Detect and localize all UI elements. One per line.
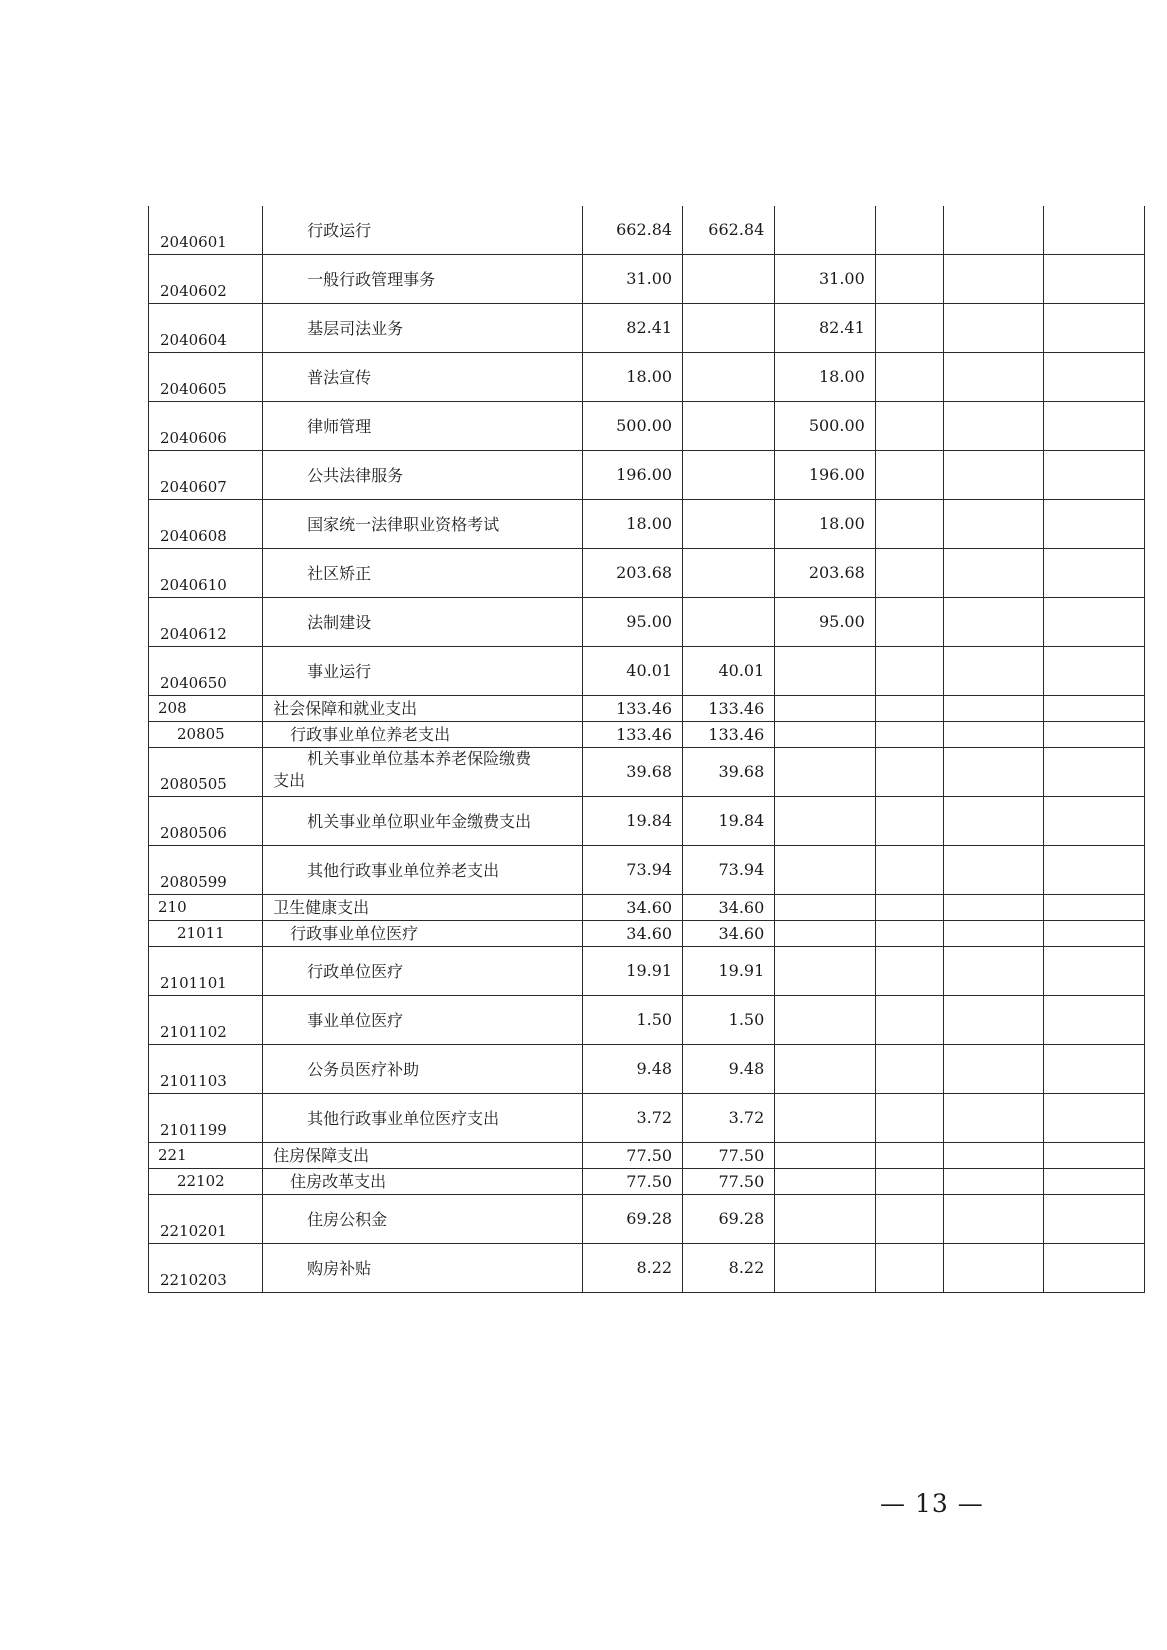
cell-total: 9.48: [582, 1045, 683, 1094]
cell-code: [149, 255, 263, 304]
cell-project: 18.00: [775, 500, 876, 549]
cell-total: 19.84: [582, 797, 683, 846]
subject-code: 2040610: [160, 576, 227, 594]
subject-code: 2040612: [160, 625, 227, 643]
subject-code: 2210203: [160, 1271, 227, 1289]
table-row: [149, 1094, 1145, 1143]
cell-project: [775, 1045, 876, 1094]
cell-basic: 662.84: [683, 206, 775, 255]
cell-total: 133.46: [582, 696, 683, 722]
cell-empty: [1044, 748, 1145, 797]
cell-project: [775, 1143, 876, 1169]
table-row: [149, 1195, 1145, 1244]
cell-name: [263, 353, 582, 402]
cell-empty: [943, 1169, 1044, 1195]
cell-project: [775, 947, 876, 996]
subject-code: 2101199: [160, 1121, 227, 1139]
cell-project: [775, 846, 876, 895]
cell-empty: [1044, 696, 1145, 722]
table-row: [149, 696, 1145, 722]
cell-empty: [943, 996, 1044, 1045]
subject-code: 210: [158, 898, 187, 916]
table-row: [149, 500, 1145, 549]
cell-basic: 9.48: [683, 1045, 775, 1094]
cell-name: [263, 1143, 582, 1169]
cell-basic: 39.68: [683, 748, 775, 797]
subject-name: 事业运行: [307, 662, 372, 681]
cell-empty: [875, 1195, 943, 1244]
cell-name: [263, 255, 582, 304]
cell-total: 34.60: [582, 895, 683, 921]
cell-empty: [1044, 996, 1145, 1045]
cell-empty: [875, 895, 943, 921]
subject-code: 20805: [177, 725, 225, 743]
cell-total: 39.68: [582, 748, 683, 797]
cell-empty: [943, 722, 1044, 748]
cell-name: [263, 1244, 582, 1293]
cell-empty: [943, 748, 1044, 797]
subject-name: 卫生健康支出: [273, 898, 370, 917]
cell-code: [149, 921, 263, 947]
cell-name: [263, 996, 582, 1045]
cell-empty: [875, 1169, 943, 1195]
cell-total: 77.50: [582, 1143, 683, 1169]
cell-empty: [1044, 1045, 1145, 1094]
cell-code: [149, 846, 263, 895]
cell-code: [149, 402, 263, 451]
cell-name: [263, 1094, 582, 1143]
subject-code: 2080506: [160, 824, 227, 842]
cell-empty: [1044, 1195, 1145, 1244]
cell-total: 8.22: [582, 1244, 683, 1293]
cell-total: 34.60: [582, 921, 683, 947]
cell-code: [149, 647, 263, 696]
cell-name: [263, 598, 582, 647]
table-row: [149, 353, 1145, 402]
subject-name: 行政事业单位养老支出: [290, 725, 451, 744]
subject-name: 行政单位医疗: [307, 962, 404, 981]
cell-project: [775, 1094, 876, 1143]
cell-empty: [875, 402, 943, 451]
cell-empty: [875, 255, 943, 304]
cell-empty: [875, 996, 943, 1045]
cell-name: [263, 304, 582, 353]
cell-name: [263, 1169, 582, 1195]
cell-empty: [1044, 402, 1145, 451]
cell-basic: 1.50: [683, 996, 775, 1045]
cell-empty: [875, 304, 943, 353]
cell-name: [263, 549, 582, 598]
cell-basic: [683, 500, 775, 549]
cell-empty: [875, 500, 943, 549]
cell-empty: [1044, 598, 1145, 647]
cell-code: [149, 996, 263, 1045]
cell-empty: [943, 206, 1044, 255]
cell-name: [263, 402, 582, 451]
subject-code: 2101101: [160, 974, 227, 992]
subject-code: 2210201: [160, 1222, 227, 1240]
cell-code: [149, 722, 263, 748]
cell-basic: 34.60: [683, 921, 775, 947]
subject-name-line1: 机关事业单位基本养老保险缴费: [307, 749, 532, 768]
cell-basic: 34.60: [683, 895, 775, 921]
cell-empty: [943, 921, 1044, 947]
table-row: [149, 304, 1145, 353]
subject-name: 其他行政事业单位医疗支出: [307, 1109, 500, 1128]
cell-name: [263, 696, 582, 722]
cell-empty: [875, 696, 943, 722]
cell-code: [149, 748, 263, 797]
subject-name: 普法宣传: [307, 368, 372, 387]
table-row: [149, 722, 1145, 748]
table-row: [149, 846, 1145, 895]
cell-project: [775, 206, 876, 255]
cell-empty: [875, 1143, 943, 1169]
cell-empty: [943, 797, 1044, 846]
subject-code: 2080505: [160, 775, 227, 793]
cell-empty: [1044, 549, 1145, 598]
cell-code: [149, 549, 263, 598]
table-row: [149, 921, 1145, 947]
cell-empty: [875, 549, 943, 598]
cell-project: 196.00: [775, 451, 876, 500]
subject-name: 法制建设: [307, 613, 372, 632]
cell-empty: [1044, 206, 1145, 255]
cell-empty: [1044, 1143, 1145, 1169]
cell-empty: [1044, 304, 1145, 353]
cell-empty: [875, 722, 943, 748]
table-row: [149, 996, 1145, 1045]
cell-total: 203.68: [582, 549, 683, 598]
cell-empty: [1044, 846, 1145, 895]
cell-empty: [875, 1244, 943, 1293]
cell-empty: [1044, 500, 1145, 549]
subject-code: 2080599: [160, 873, 227, 891]
cell-empty: [943, 304, 1044, 353]
cell-empty: [943, 500, 1044, 549]
table-row: [149, 1244, 1145, 1293]
cell-code: [149, 895, 263, 921]
subject-name: 事业单位医疗: [307, 1011, 404, 1030]
cell-project: 82.41: [775, 304, 876, 353]
cell-total: 82.41: [582, 304, 683, 353]
subject-code: 2040608: [160, 527, 227, 545]
cell-code: [149, 947, 263, 996]
cell-name: [263, 647, 582, 696]
cell-basic: [683, 255, 775, 304]
cell-empty: [875, 921, 943, 947]
subject-name: 机关事业单位职业年金缴费支出: [307, 812, 532, 831]
subject-code: 2040650: [160, 674, 227, 692]
table-row: [149, 1045, 1145, 1094]
cell-name: [263, 500, 582, 549]
cell-empty: [875, 1045, 943, 1094]
subject-code: 2040607: [160, 478, 227, 496]
table-row: [149, 647, 1145, 696]
cell-code: [149, 451, 263, 500]
cell-project: [775, 996, 876, 1045]
cell-basic: 133.46: [683, 696, 775, 722]
cell-total: 95.00: [582, 598, 683, 647]
subject-code: 2101103: [160, 1072, 227, 1090]
subject-code: 22102: [177, 1172, 225, 1190]
cell-empty: [943, 846, 1044, 895]
table-row: [149, 598, 1145, 647]
table-row: [149, 402, 1145, 451]
cell-name: [263, 451, 582, 500]
cell-project: [775, 1195, 876, 1244]
table-row: [149, 206, 1145, 255]
cell-code: [149, 1094, 263, 1143]
cell-empty: [875, 206, 943, 255]
cell-project: [775, 921, 876, 947]
cell-empty: [943, 1094, 1044, 1143]
subject-code: 221: [158, 1146, 187, 1164]
subject-name: 行政事业单位医疗: [290, 924, 419, 943]
cell-code: [149, 797, 263, 846]
table-row: [149, 451, 1145, 500]
subject-code: 2040605: [160, 380, 227, 398]
cell-empty: [875, 598, 943, 647]
cell-empty: [1044, 921, 1145, 947]
cell-empty: [943, 895, 1044, 921]
cell-basic: 8.22: [683, 1244, 775, 1293]
subject-name: 住房保障支出: [273, 1146, 370, 1165]
cell-code: [149, 1143, 263, 1169]
cell-basic: [683, 304, 775, 353]
table-body: [149, 206, 1145, 1293]
cell-project: 203.68: [775, 549, 876, 598]
cell-basic: [683, 598, 775, 647]
cell-empty: [1044, 797, 1145, 846]
page-number: — 13 —: [880, 1489, 984, 1518]
cell-empty: [1044, 1169, 1145, 1195]
cell-empty: [875, 353, 943, 402]
cell-basic: [683, 402, 775, 451]
cell-empty: [943, 947, 1044, 996]
subject-name: 公共法律服务: [307, 466, 404, 485]
cell-empty: [943, 255, 1044, 304]
cell-empty: [943, 402, 1044, 451]
cell-name: [263, 895, 582, 921]
cell-total: 18.00: [582, 500, 683, 549]
subject-name: 其他行政事业单位养老支出: [307, 861, 500, 880]
cell-code: [149, 598, 263, 647]
subject-code: 2040602: [160, 282, 227, 300]
cell-name: [263, 846, 582, 895]
subject-code: 2040601: [160, 233, 227, 251]
cell-empty: [943, 647, 1044, 696]
table-row: [149, 1143, 1145, 1169]
cell-basic: 73.94: [683, 846, 775, 895]
cell-empty: [1044, 353, 1145, 402]
cell-total: 18.00: [582, 353, 683, 402]
cell-empty: [943, 1045, 1044, 1094]
cell-basic: 19.91: [683, 947, 775, 996]
subject-name: 住房公积金: [307, 1210, 388, 1229]
cell-total: 69.28: [582, 1195, 683, 1244]
cell-basic: [683, 549, 775, 598]
cell-empty: [1044, 722, 1145, 748]
cell-basic: 69.28: [683, 1195, 775, 1244]
subject-name: 社会保障和就业支出: [273, 699, 418, 718]
budget-table: [148, 206, 1145, 1293]
cell-code: [149, 696, 263, 722]
cell-empty: [875, 947, 943, 996]
cell-basic: 40.01: [683, 647, 775, 696]
cell-empty: [943, 598, 1044, 647]
cell-project: [775, 647, 876, 696]
cell-empty: [943, 1195, 1044, 1244]
cell-name: [263, 947, 582, 996]
cell-name: [263, 797, 582, 846]
cell-total: 77.50: [582, 1169, 683, 1195]
cell-empty: [943, 353, 1044, 402]
cell-basic: 19.84: [683, 797, 775, 846]
cell-total: 133.46: [582, 722, 683, 748]
cell-project: 31.00: [775, 255, 876, 304]
cell-project: 500.00: [775, 402, 876, 451]
subject-name: 律师管理: [307, 417, 372, 436]
cell-empty: [943, 696, 1044, 722]
subject-name: 行政运行: [307, 221, 372, 240]
subject-code: 2040606: [160, 429, 227, 447]
cell-empty: [1044, 1094, 1145, 1143]
cell-code: [149, 206, 263, 255]
cell-project: [775, 797, 876, 846]
cell-empty: [875, 846, 943, 895]
cell-code: [149, 1169, 263, 1195]
cell-empty: [943, 549, 1044, 598]
subject-code: 2040604: [160, 331, 227, 349]
cell-basic: [683, 451, 775, 500]
cell-empty: [1044, 1244, 1145, 1293]
cell-project: [775, 748, 876, 797]
cell-basic: 77.50: [683, 1143, 775, 1169]
subject-name: 国家统一法律职业资格考试: [307, 515, 500, 534]
subject-name: 社区矫正: [307, 564, 372, 583]
cell-empty: [1044, 647, 1145, 696]
cell-total: 19.91: [582, 947, 683, 996]
cell-empty: [875, 748, 943, 797]
subject-code: 21011: [177, 924, 225, 942]
subject-name: 基层司法业务: [307, 319, 404, 338]
cell-total: 31.00: [582, 255, 683, 304]
cell-code: [149, 1195, 263, 1244]
cell-project: [775, 1244, 876, 1293]
cell-empty: [875, 451, 943, 500]
cell-empty: [875, 797, 943, 846]
cell-name: [263, 206, 582, 255]
cell-empty: [875, 1094, 943, 1143]
table-row: [149, 947, 1145, 996]
subject-code: 2101102: [160, 1023, 227, 1041]
cell-empty: [1044, 255, 1145, 304]
table-row: [149, 1169, 1145, 1195]
cell-total: 3.72: [582, 1094, 683, 1143]
cell-empty: [1044, 895, 1145, 921]
subject-name: 购房补贴: [307, 1259, 372, 1278]
table-row: [149, 797, 1145, 846]
cell-code: [149, 1244, 263, 1293]
cell-basic: 77.50: [683, 1169, 775, 1195]
cell-total: 1.50: [582, 996, 683, 1045]
cell-code: [149, 304, 263, 353]
cell-basic: 133.46: [683, 722, 775, 748]
subject-name: 一般行政管理事务: [307, 270, 436, 289]
cell-total: 196.00: [582, 451, 683, 500]
cell-code: [149, 1045, 263, 1094]
cell-total: 73.94: [582, 846, 683, 895]
cell-basic: 3.72: [683, 1094, 775, 1143]
cell-project: 18.00: [775, 353, 876, 402]
cell-name: [263, 1045, 582, 1094]
cell-total: 662.84: [582, 206, 683, 255]
cell-basic: [683, 353, 775, 402]
cell-empty: [943, 1244, 1044, 1293]
table-row: [149, 549, 1145, 598]
subject-name: 公务员医疗补助: [307, 1060, 420, 1079]
cell-code: [149, 353, 263, 402]
cell-total: 40.01: [582, 647, 683, 696]
cell-name: [263, 722, 582, 748]
cell-empty: [943, 1143, 1044, 1169]
cell-name: [263, 921, 582, 947]
subject-name: 住房改革支出: [290, 1172, 387, 1191]
cell-project: [775, 1169, 876, 1195]
cell-project: [775, 895, 876, 921]
cell-total: 500.00: [582, 402, 683, 451]
subject-name-line2: 支出: [273, 771, 306, 790]
table-row: [149, 748, 1145, 797]
cell-project: [775, 722, 876, 748]
cell-code: [149, 500, 263, 549]
cell-empty: [1044, 947, 1145, 996]
table-row: [149, 255, 1145, 304]
table-row: [149, 895, 1145, 921]
cell-project: 95.00: [775, 598, 876, 647]
cell-empty: [875, 647, 943, 696]
subject-code: 208: [158, 699, 187, 717]
cell-project: [775, 696, 876, 722]
cell-empty: [943, 451, 1044, 500]
cell-name: [263, 1195, 582, 1244]
cell-empty: [1044, 451, 1145, 500]
cell-name: [263, 748, 582, 797]
